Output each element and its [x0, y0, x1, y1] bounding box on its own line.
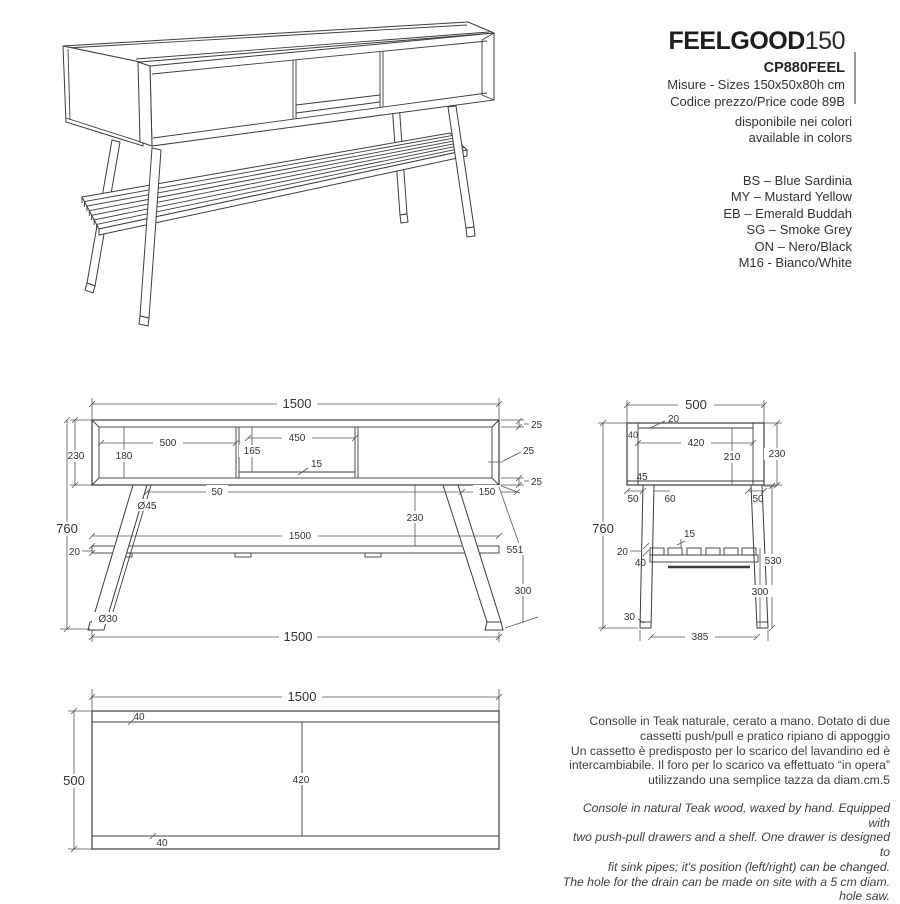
dim-label-drawer-width: 500 [159, 438, 177, 449]
description-line: utilizzando una semplice tazza da diam.cm.5 [648, 773, 890, 788]
dim-label-overhang-back: 50 [752, 494, 764, 505]
dim-label-step: 15 [311, 459, 323, 470]
dim-label-shelf-gap: 230 [406, 513, 424, 524]
dim-label-inner-depth: 420 [687, 438, 705, 449]
description-line: Un cassetto è predisposto per lo scarico del lavandino ed è [570, 743, 890, 758]
dim-label-leg-top: 45 [636, 472, 648, 483]
console-front-left-leg [140, 148, 161, 318]
dim-label-shelf-length: 1500 [288, 531, 312, 542]
dim-label-side-body-height: 230 [768, 449, 786, 460]
product-title-bold: FEELGOOD [668, 27, 805, 55]
dim-label-leg-top-diameter: Ø45 [137, 501, 157, 512]
dim-label-border-bottom: 40 [156, 838, 168, 849]
side-view-shelf [650, 548, 758, 567]
dim-label-overhang-front: 50 [627, 494, 639, 505]
color-option: ON – Nero/Black [754, 238, 852, 254]
console-front-right-foot [466, 227, 475, 237]
dim-label-leg-bottom-diameter: Ø30 [98, 614, 118, 625]
console-corner-post [138, 62, 152, 146]
header-divider [854, 52, 856, 104]
description-english [560, 801, 890, 904]
dim-label-frame-side: 25 [523, 446, 535, 457]
dim-label-under-body: 50 [211, 487, 223, 498]
dim-label-frame-top: 25 [531, 420, 543, 431]
dim-label-sixty: 60 [664, 494, 676, 505]
dim-label-slat-thickness: 20 [616, 547, 628, 558]
dim-label-shelf-floor-height: 300 [514, 586, 532, 597]
dim-label-inner-height: 210 [723, 452, 741, 463]
console-slatted-shelf [82, 133, 467, 235]
dim-label-overall-width: 1500 [282, 396, 312, 411]
dim-label-shelf-thickness: 20 [68, 547, 80, 558]
dim-label-depth: 500 [685, 397, 707, 412]
description-italian [560, 714, 890, 788]
top-view-dimensions [57, 689, 502, 852]
product-title-size: 150 [804, 27, 845, 55]
sizes-line: Misure - Sizes 150x50x80h cm [667, 77, 845, 93]
dim-label-border-top: 40 [133, 712, 145, 723]
side-view-legs [640, 485, 768, 628]
front-elevation-drawing [30, 380, 565, 665]
description-line: Console in natural Teak wood, waxed by hand. Equipped with [582, 800, 890, 830]
side-elevation-drawing [580, 380, 810, 665]
color-option: M16 - Bianco/White [738, 255, 852, 270]
dim-label-total-height: 760 [56, 521, 78, 536]
dim-label-floor-width: 1500 [283, 629, 313, 644]
perspective-drawing [30, 15, 530, 340]
dim-label-leg-length: 551 [506, 545, 524, 556]
dim-label-opening-width: 450 [288, 433, 306, 444]
colors-heading-it: disponibile nei colori [734, 114, 852, 129]
dim-label-body-height: 230 [67, 451, 85, 462]
dim-label-rail-height: 40 [634, 558, 646, 569]
price-code-line: Codice prezzo/Price code 89B [670, 93, 845, 109]
description-line: hole saw. [839, 889, 890, 904]
product-code: CP880FEEL [763, 60, 845, 77]
dim-label-slat-width: 15 [684, 529, 696, 540]
dim-label-rail-floor: 300 [751, 587, 769, 598]
dim-label-side-thickness: 40 [628, 430, 639, 440]
front-view-body [92, 420, 499, 485]
product-title [667, 26, 845, 57]
description-line: two push-pull drawers and a shelf. One drawer is designed to [572, 830, 890, 860]
color-option: EB – Emerald Buddah [723, 205, 852, 221]
console-body [63, 22, 494, 146]
console-front-right-leg [448, 106, 474, 228]
dim-label-top-thickness: 20 [668, 414, 680, 425]
description-line: intercambiabile. Il foro per lo scarico va effettuato “in opera” [569, 758, 890, 773]
description-block [560, 714, 890, 904]
header-block [667, 26, 845, 110]
color-option: SG – Smoke Grey [746, 222, 852, 237]
dim-label-foot: 30 [623, 612, 635, 623]
top-view-drawing [40, 675, 560, 870]
dim-label-frame-bottom: 25 [531, 477, 543, 488]
description-line: fit sink pipes; it's position (left/right) can be changed. [607, 859, 890, 874]
dim-label-top-inner: 420 [292, 775, 310, 786]
dim-label-side-total-height: 760 [592, 521, 614, 536]
console-back-right-foot [400, 214, 408, 223]
dim-label-bottom-height: 530 [764, 556, 782, 567]
dim-label-top-depth: 500 [63, 773, 85, 788]
description-line: cassetti push/pull e pratico ripiano di appoggio [639, 728, 890, 743]
colors-heading-en: available in colors [748, 130, 852, 146]
shelf-front [92, 546, 499, 553]
color-option: MY – Mustard Yellow [730, 189, 852, 204]
dim-label-drawer-height: 180 [115, 451, 133, 462]
dim-label-top-width: 1500 [287, 689, 317, 704]
dim-label-feet-span: 385 [691, 632, 709, 643]
description-line: Consolle in Teak naturale, cerato a mano. Dotato di due [589, 714, 890, 728]
console-front-left-foot [139, 316, 149, 326]
dim-label-opening-height: 165 [243, 446, 261, 457]
color-options-list [723, 173, 852, 272]
colors-block [723, 114, 852, 272]
description-line: The hole for the drain can be made on site with a 5 cm diam. [562, 874, 890, 889]
color-option: BS – Blue Sardinia [742, 172, 852, 188]
dim-label-leg-inset: 150 [478, 487, 496, 498]
